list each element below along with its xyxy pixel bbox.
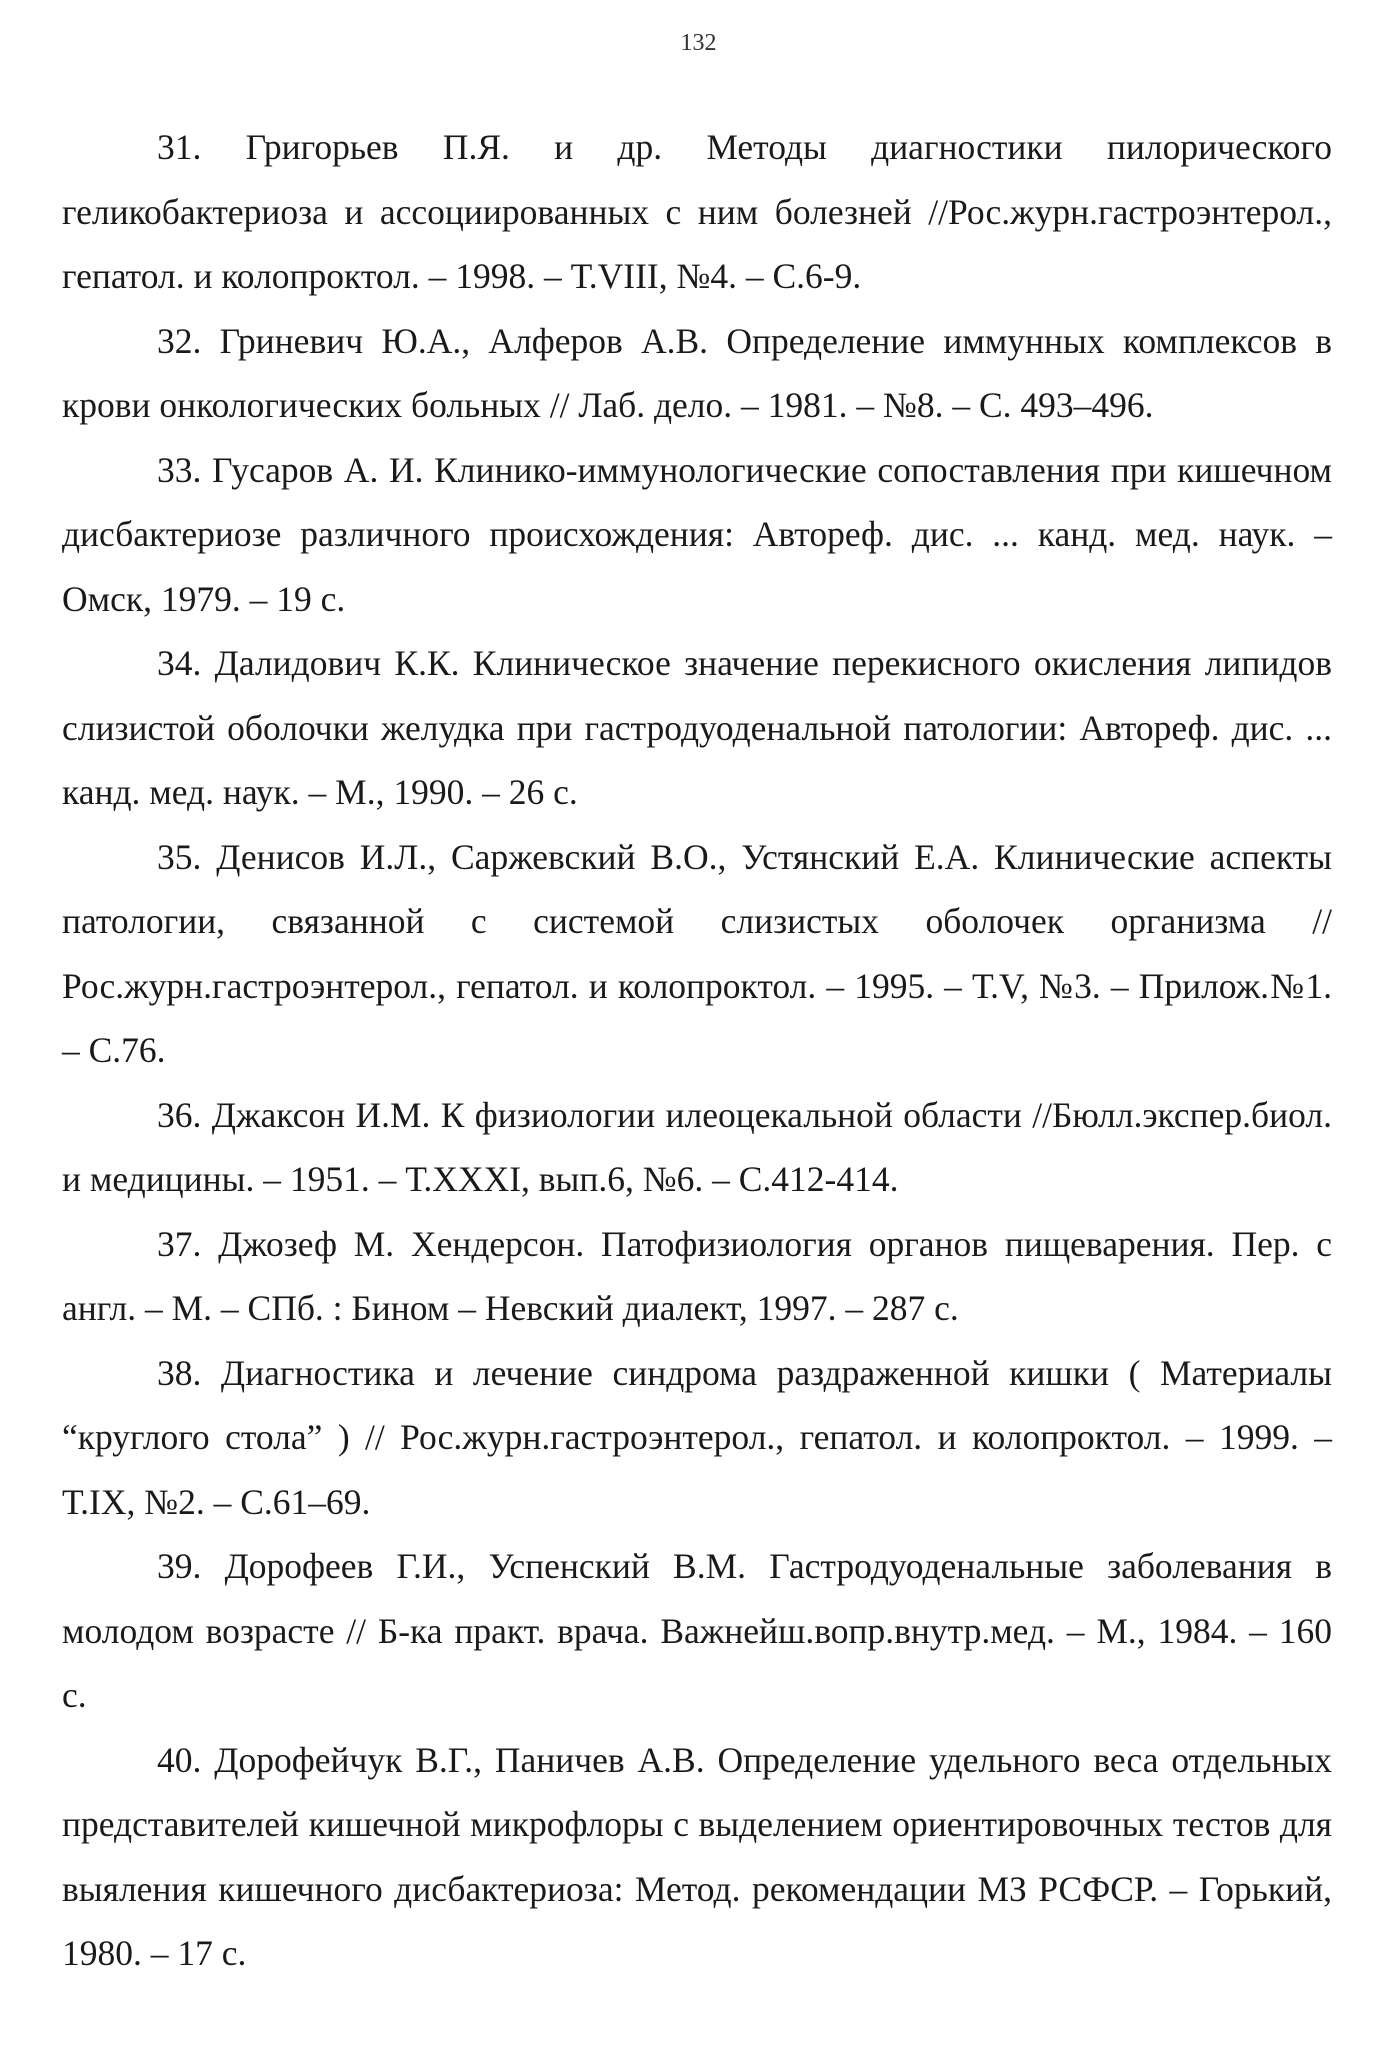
reference-item-40: 40. Дорофейчук В.Г., Паничев А.В. Определение удельного веса отдельных представителей кишечной микрофлоры с выделением ориентировочных тестов для выяления кишечного дисбактериоза: Метод. рекомендации МЗ РСФСР. – Горький, 1980. – 17 с. xyxy=(62,1739,1332,1973)
reference-item-31: 31. Григорьев П.Я. и др. Методы диагностики пилорического геликобактериоза и ассоциированных с ним болезней //Рос.журн.гастроэнтерол., гепатол. и колопроктол. – 1998. – Т.VIII, №4. – С.6-9. xyxy=(62,127,1332,296)
reference-item-32: 32. Гриневич Ю.А., Алферов А.В. Определение иммунных комплексов в крови онкологических больных // Лаб. дело. – 1981. – №8. – С. 493–496. xyxy=(62,320,1332,425)
reference-item-33: 33. Гусаров А. И. Клинико-иммунологические сопоставления при кишечном дисбактериозе различного происхождения: Автореф. дис. ... канд. мед. наук. – Омск, 1979. – 19 с. xyxy=(62,449,1332,619)
reference-item-34: 34. Далидович К.К. Клиническое значение перекисного окисления липидов слизистой оболочки желудка при гастродуоденальной патологии: Автореф. дис. ... канд. мед. наук. – М., 1990. – 26 с. xyxy=(62,643,1332,812)
reference-item-35: 35. Денисов И.Л., Саржевский В.О., Устянский Е.А. Клинические аспекты патологии, связанной с системой слизистых оболочек организма //Рос.журн.гастроэнтерол., гепатол. и колопроктол. – 1995. – Т.V, №3. – Прилож.№1. – С.76. xyxy=(62,836,1332,1070)
reference-list xyxy=(62,115,1332,1986)
page-number: 132 xyxy=(680,30,717,56)
reference-item-38: 38. Диагностика и лечение синдрома раздраженной кишки ( Материалы “круглого стола” ) // Рос.журн.гастроэнтерол., гепатол. и колопроктол. – 1999. – Т.IX, №2. – С.61–69. xyxy=(62,1352,1332,1522)
reference-item-39: 39. Дорофеев Г.И., Успенский В.М. Гастродуоденальные заболевания в молодом возрасте // Б-ка практ. врача. Важнейш.вопр.внутр.мед. – М., 1984. – 160 с. xyxy=(62,1546,1332,1715)
reference-item-36: 36. Джаксон И.М. К физиологии илеоцекальной области //Бюлл.экспер.биол. и медицины. – 1951. – Т.XXXI, вып.6, №6. – С.412-414. xyxy=(62,1094,1332,1199)
reference-item-37: 37. Джозеф М. Хендерсон. Патофизиология органов пищеварения. Пер. с англ. – М. – СПб. : Бином – Невский диалект, 1997. – 287 с. xyxy=(62,1223,1332,1328)
